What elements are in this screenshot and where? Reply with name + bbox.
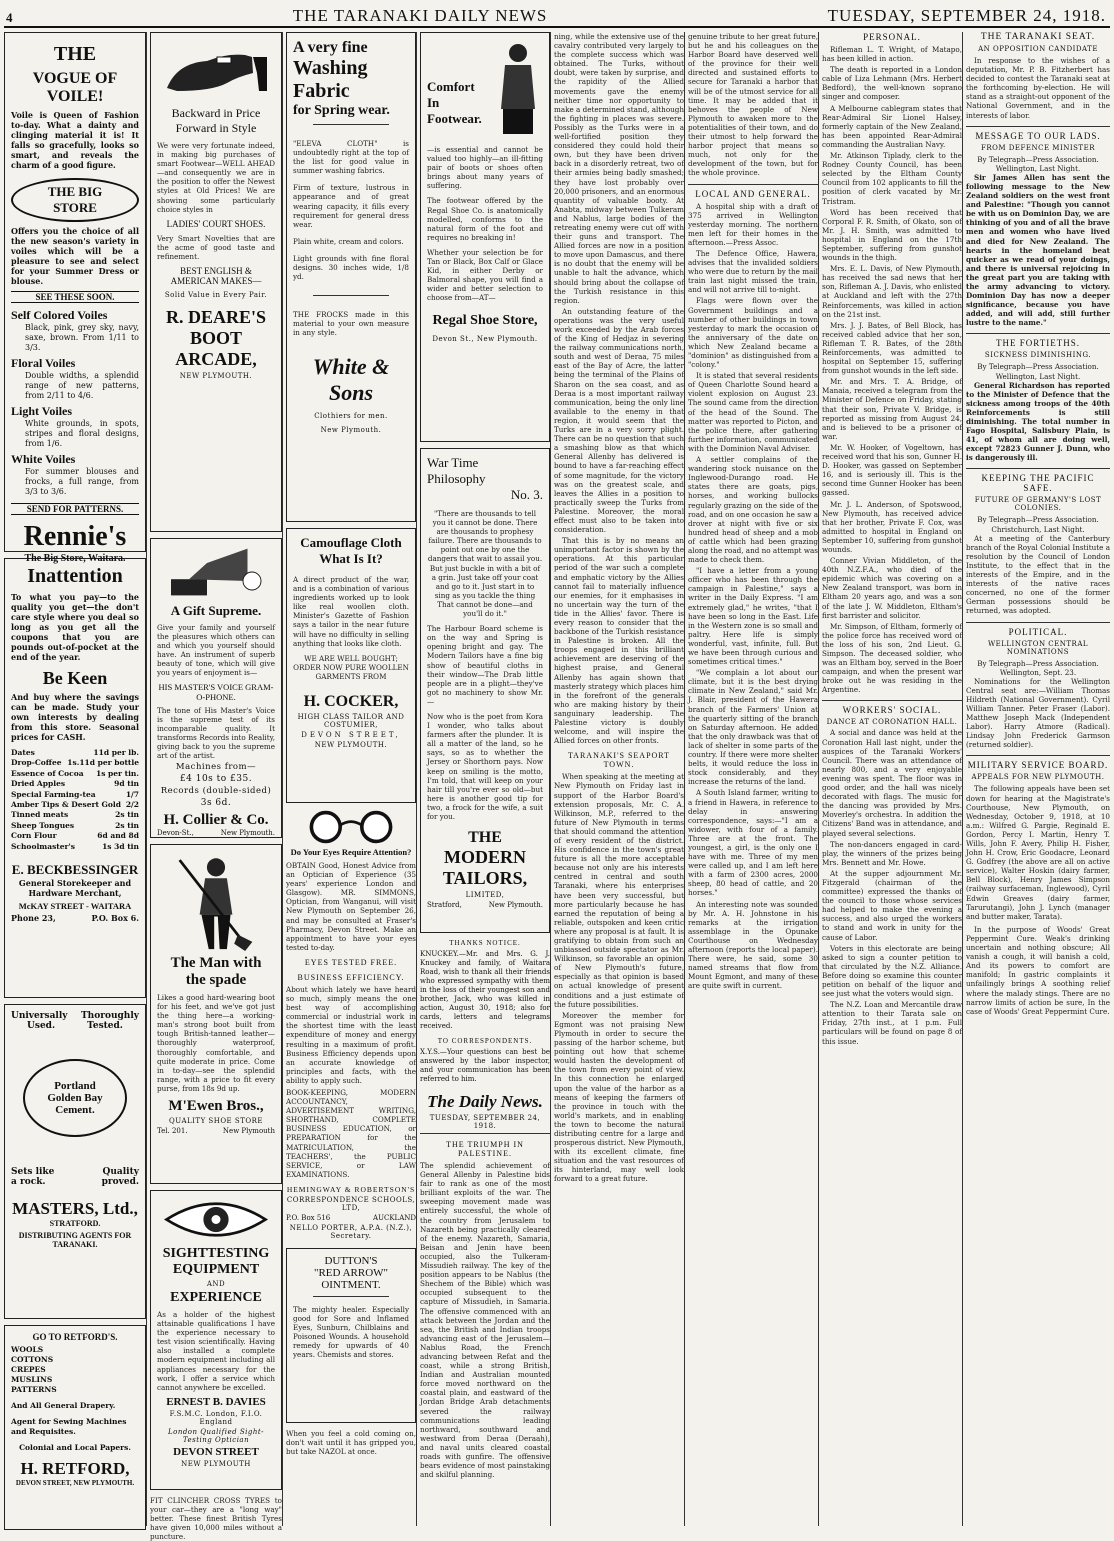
mewen-sub: QUALITY SHOE STORE [169, 1117, 263, 1126]
editorial-p1: ning, while the extensive use of the cavalry contributed very largely to the complete success which was obtained. The Turks, without doubt, were taken by surprise, and the rapidity of the Allied movements gave the enemy neither time nor opportunity to make a determined stand, although the fighting in places was severe. Possibly as the Turks were in a well-fortified position they considered they could hold their own, but they have been driven back in a disorderly retreat, two of their armies being badly smashed; they have lost probably over 20,000 prisoners, and an enormous quantity of valuable booty. At Anabta, midway between Tulkeram and Nablus, large bodies of the retreating enemy were cut off with their guns and transport. The Allied forces are now in a position to move upon Damascus, and there is no doubt that the enemy will be unable to halt the advance, which should bring about the collapse of the Turkish resistance in this region. [554, 32, 684, 305]
beckbessinger-addr: McKAY STREET - WAITARA [18, 901, 132, 912]
issue-date: TUESDAY, SEPTEMBER 24, 1918. [827, 6, 1106, 25]
eleva-text2: Firm of texture, lustrous in appearance and of great wearing capacity, it fills every requirement for general dress wear. [293, 183, 409, 229]
collier-addr: Devon-St., [157, 829, 194, 838]
triumph-text: The splendid achievement of General Allenby in Palestine bids fair to rank as one of the most brilliant exploits of the war. The sweeping movement made was entirely successful, the whole of the country from Jerusalem to Nazareth being practically cleared of the enemy. Nazareth, Samaria, Beisan and Jenin have been occupied, also the Tulkeram-Missudieh railway. The key of the position appears to be Nablus (the Shechem of the Bible) which was occupied subsequent to the capture of Missudieh, in Samaria. The offensive commenced with an attack between the Jordan and the sea, the British and Indian troops advancing east of the Jerusalem—Nablus Road, the French advancing between Refat and the coast, while a strong British, Indian and Australian mounted force moved northward on the coastal plain, and eastward of the Jordan Bridge Arab detachments severed the railway communications leading northward, southward and westward from Deraa (Deraah), and naval units cleared coastal roads with gunfire. The offensive bears evidence of most painstaking and skilful planning. [420, 1161, 550, 1480]
sets-like-label: Sets like [11, 1167, 55, 1177]
davies-town: NEW PLYMOUTH [181, 1459, 251, 1468]
workers-headline: WORKERS' SOCIAL. [822, 700, 962, 715]
used-label: Used. [27, 1021, 56, 1031]
price-value: 11d per lb. [93, 748, 139, 757]
pacific-p4: At a meeting of the Canterbury branch of the Royal Colonial Institute a resolution by the Council of London Institute, to the effect that in the interests of the Empire, and in the interests of the native races concerned, no one of the former German possessions should be returned, was adopted. [966, 533, 1110, 616]
personal-p5: Word has been received that Corporal F. R. Smith, of Okato, son of Mr. J. H. Smith, was admitted to hospital in England on the 17th September, suffering from gunshot wounds in the thigh. [822, 207, 962, 263]
camo-text: A direct product of the war, and is a combination of various ingredients worked up to look like real woollen cloth. Minister's Gazette of Fashion says a tailor in the near future will have no difficulty in selling anything that looks like cloth. [293, 575, 409, 648]
cement-top-row [11, 1011, 139, 1021]
item-0-name: Self Colored Voiles [11, 308, 108, 322]
beckbessinger-sub: General Storekeeper and Hardware Merchant, [18, 878, 132, 899]
camo-text2: WE ARE WELL BOUGHT; ORDER NOW PURE WOOLLEN GARMENTS FROM [293, 653, 409, 681]
local-p3: The Defence Office, Hawera, advises that the invalided soldiers who were due to return by the mail train last night missed the train, and will not arrive till to-night. [688, 248, 818, 295]
price-row [11, 821, 139, 831]
price-value: 1s 3d tin [102, 841, 139, 851]
newspaper-title: THE TARANAKI DAILY NEWS [292, 6, 548, 25]
tested-label: Tested. [87, 1021, 123, 1031]
peppermint-p7: In the purpose of Woods' Great Peppermint Cure. Weak's drinking uncertain and nothing obscure; All vanish a cough, it will banish a cold, And its powers to comfort are manifold; In gastric complaints it unfailingly brings A soothing relief where the malady stings. There are no narrow limits of action be sure, In the case of Woods' Great Peppermint Cure. [966, 924, 1110, 1016]
triumph-headline: THE TRIUMPH IN PALESTINE. [446, 1140, 524, 1158]
vogue-voile-ad [4, 32, 146, 564]
camo-line2: What Is It? [319, 551, 383, 566]
local-general-headline: LOCAL AND GENERAL. [688, 184, 818, 199]
page-number: 4 [6, 10, 13, 25]
collier-addr-row [157, 829, 275, 837]
modern-tailors-ad [420, 448, 550, 933]
ladies-court-shoes: LADIES' COURT SHOES. [166, 218, 266, 229]
personal-p11: Conner Vivian Middleton, of the 40th N.Z.F.A., who died of the epidemic which was covering on a New Zealand transport, was born in Eltham 20 years ago, and was a son of the late J. W. Middleton, Eltham's first barrister and solicitor. [822, 556, 962, 620]
inattention-headline: Inattention [27, 565, 123, 587]
appeals-subhead: APPEALS FOR NEW PLYMOUTH. [971, 773, 1105, 782]
man-line1: The Man with [170, 955, 262, 971]
eleva-text4: Light grounds with fine floral designs. 30 inches wide, 1/8 yd. [293, 253, 409, 282]
business-headline: BUSINESS EFFICIENCY. [297, 972, 405, 982]
telegraph-2: By Telegraph—Press Association. Wellington, Last Night. [977, 362, 1099, 381]
quality-label: Quality [102, 1167, 139, 1177]
sight-line2: EQUIPMENT [172, 1262, 260, 1277]
war-text2: The Harbour Board scheme is on the way and Spring is opening bright and gay. The Modern Tailors have a fine big show of beautiful cloths in their window—The Drab little people are in a plight—they've got no machinery to show Mr.— [427, 624, 543, 706]
price-row [11, 800, 139, 810]
defence-subhead: FROM DEFENCE MINISTER [981, 143, 1095, 152]
masters-town: STRATFORD. [49, 1219, 101, 1228]
price-row [11, 790, 139, 800]
military-headline: MILITARY SERVICE BOARD. [966, 755, 1110, 770]
records-price: 3s 6d. [200, 798, 232, 809]
wellington-subhead: WELLINGTON CENTRAL NOMINATIONS [987, 639, 1089, 656]
cement-second-row [11, 1021, 139, 1031]
deare-line3: ARCADE, [175, 349, 257, 370]
price-row [11, 758, 139, 768]
portland-line2: Golden Bay [47, 1092, 103, 1104]
very-fine-line1: A very fine [293, 39, 368, 56]
thanks-headline: THANKS NOTICE. [449, 939, 521, 947]
beckbessinger-name: E. BECKBESSINGER [11, 862, 139, 878]
sight-and: AND [206, 1280, 226, 1288]
modern-line2: MODERN [444, 847, 526, 868]
personal-p4: Mr. Atkinson Tiplady, clerk to the Rodney County Council, has been selected by the Eltham County Council from 102 applicants to fill the position of clerk vacated by Mr. Tristram. [822, 151, 962, 206]
price-item: Schoolmaster's [11, 841, 76, 851]
item-3-desc: For summer blouses and frocks, a full range, from 3/3 to 3/6. [25, 467, 139, 496]
davies-street: DEVON STREET [173, 1445, 259, 1458]
modern-towns [427, 901, 543, 909]
man-text: Likes a good hard-wearing boot for his feet, and we've got just the thing here—a working-man's strong boot built from tough British-tanned leather—thoroughly waterproof, thoroughly comfortable, and quite moderate in price. Come in to-day—see the splendid range, with a price to fit every purse, from 18s 9d up. [157, 993, 275, 1093]
price-row [11, 831, 139, 841]
message-headline: MESSAGE TO OUR LADS. [966, 126, 1110, 141]
backward-text: We were very fortunate indeed, in making big purchases of smart Footwear—WELL AHEAD—and consequently we are in the position to offer the Newest styles at Old Prices! We are showing some particularly choice styles in [157, 141, 275, 214]
political-p5: Nominations for the Wellington Central seat are:—William Thomas Hildreth (National Government). Cyril William Tanner. Peter Fraser (Labor). Matthew Joseph Mack (Independent Labor). Harry Atmore (Radical). Lindsay John Frederick Garmson (returned soldier). [966, 676, 1110, 750]
item-3-name: White Voiles [11, 452, 76, 466]
inattention-text: To what you pay—to the quality you get—the don't care style where you deal so long as you get all the coupons that you are pounds out-of-pocket at the end of the year. [11, 592, 139, 662]
business-text: About which lately we have heard so much, simply means the one best way of accomplishing commercial or industrial work in the shortest time with the least expenditure of money and energy resulting in a maximum of profit. Business Efficiency depends upon an accurate knowledge of principles and facts, with the ability to apply such. [286, 984, 416, 1085]
local-p9: A South Island farmer, writing to a friend in Hawera, in reference to delay in answering correspondence, says:—"I am a widower, with four of a family. Three are at the front. The youngest, a girl, is the only one I have with me. Three of my men were called up, and I am left here with a farm of 2300 acres, 2000 sheep, 80 head of cattle, and 20 horses." [688, 788, 818, 898]
the-big-store-logo: THE BIG STORE [11, 178, 139, 222]
price-row [11, 842, 139, 852]
cement-oval [23, 1059, 127, 1137]
phone-number: Phone 23, [11, 913, 56, 924]
davies-sub: F.S.M.C. London, F.I.O. England [169, 1409, 263, 1426]
price-value: 9d tin [114, 779, 139, 789]
price-value: 2s tin [115, 820, 139, 830]
local-p10: An interesting note was sounded by Mr. A. H. Johnstone in his remarks at the irrigation assemblage in the Opunake Courthouse on Wednesday afternoon (reports the local paper). There were, he said, some 30 named streams that flow from Mount Egmont, and many of these are quite swift in current. [688, 899, 818, 991]
telegraph-1: By Telegraph—Press Association. Wellington, Last Night. [977, 154, 1099, 173]
correspondents-headline: TO CORRESPONDENTS. [437, 1037, 533, 1045]
item-2-name: Light Voiles [11, 404, 73, 418]
item-1-desc: Double widths, a splendid range of new patterns, from 2/11 to 4/6. [25, 371, 139, 400]
fortieths-p3: General Richardson has reported to the Minister of Defence that the sickness among troops of the 40th Reinforcements is still diminishing. The total number in Fago Hospital, Salisbury Plain, is 41, of whom all are doing well, except 72823 Gunner J. Dunn, who is dangerously ill. [966, 380, 1110, 463]
spectacles-icon [291, 809, 411, 845]
gift-headline: A Gift Supreme. [170, 603, 262, 618]
ointment: OINTMENT. [321, 1278, 381, 1291]
item-0-desc: Black, pink, grey sky, navy, saxe, brown. From 1/11 to 3/3. [25, 323, 139, 352]
rennies-logo: Rennie's [23, 521, 127, 552]
shoe-illustration-icon [157, 43, 277, 98]
personal-p12: Mr. Simpson, of Eltham, formerly of the police force has received word of the loss of his son, 2nd Lieut. G. Simpson. The deceased soldier, who was an Eltham boy, served in the Boer campaign, and when the present war broke out he was residing in the Argentine. [822, 621, 962, 695]
war-line3: No. 3. [510, 487, 543, 502]
white-sons-town: New Plymouth. [320, 425, 382, 434]
comfort-text2: The footwear offered by the Regal Shoe Co. is anatomically modelled, conforms to the natural form of the foot and requires no breaking in! [427, 196, 543, 242]
price-item: Essence of Cocoa [11, 768, 84, 778]
mewen-town: New Plymouth [222, 1127, 275, 1136]
retford-item: Agent for Sewing Machines and Requisites. [11, 1417, 127, 1436]
price-item: Tinned meats [11, 810, 69, 820]
hmv-text: The tone of His Master's Voice is the supreme test of its incomparable quality. It transforms Records into Reality, giving back to you the supreme art of the artist. [157, 705, 275, 761]
price-row [11, 748, 139, 758]
red-arrow: "RED ARROW" [313, 1266, 389, 1279]
davies-name: ERNEST B. DAVIES [166, 1395, 266, 1408]
po-box: P.O. Box 6. [91, 913, 139, 924]
ladies-text: Very Smart Novelties that are the acme of good taste and refinement. [157, 233, 275, 261]
price-value: 1/7 [125, 789, 139, 799]
divider [313, 295, 389, 296]
backward-headline: Backward in Price [171, 106, 261, 120]
comfort-words [427, 39, 493, 139]
personal-p3: A Melbourne cablegram states that Rear-Admiral Sir Lionel Halsey, formerly captain of the New Zealand, has been appointed Rear-Admiral commanding the Australian Navy. [822, 103, 962, 149]
sickness-subhead: SICKNESS DIMINISHING. [984, 351, 1092, 360]
modern-line3: TAILORS, [442, 868, 528, 889]
very-fine-line4: for Spring wear. [293, 103, 390, 118]
business-courses: BOOK-KEEPING, MODERN ACCOUNTANCY, ADVERTISEMENT WRITING, SHORTHAND, COMPLETE BUSINESS EDUCATION, or PREPARATION for the MATRICULATION, the TEACHERS', the PUBLIC SERVICE, or LAW EXAMINATIONS. [286, 1087, 416, 1179]
deare-line2: BOOT [189, 328, 242, 349]
modern-line1: THE [468, 829, 502, 847]
price-item: Corn Flour [11, 831, 57, 841]
price-item: Drop-Coffee [11, 758, 62, 768]
comfort-header-row [427, 39, 543, 139]
masters-agents: DISTRIBUTING AGENTS FOR TARANAKI. [18, 1231, 132, 1249]
modern-town1: Stratford, [427, 901, 462, 910]
retford-items [11, 1345, 139, 1453]
retford-item: And All General Drapery. [11, 1401, 116, 1410]
modern-town2: New Plymouth. [488, 901, 543, 910]
personal-p9: Mr. W. Hooker, of Vogeltown, has received word that his son, Gunner H. D. Hooker, was gassed on September 16, and is seriously ill. This is the second time Gunner Hooker has been gassed. [822, 442, 962, 498]
deare-line1: R. DEARE'S [165, 307, 267, 328]
local-p5: It is stated that several residents of Queen Charlotte Sound heard a violent explosion on August 23. The sound came from the direction of the head of the Sound. The matter was reported to Picton, and the police there, after gathering further information, communicated with the Dominion Naval Adviser. [688, 371, 818, 453]
gramophone-icon [161, 545, 271, 599]
price-item: Special Farming-tea [11, 789, 96, 799]
cocker-street: DEVON STREET, [301, 731, 401, 740]
eleva-text3: Plain white, cream and colors. [293, 236, 404, 246]
mewen-tel: Tel. 201. [157, 1127, 188, 1136]
davies-qual: London Qualified Sight-Testing Optician [167, 1427, 265, 1444]
telegraph-3: By Telegraph—Press Association. Christchurch, Last Night. [977, 515, 1099, 534]
camo-line1: Camouflage Cloth [300, 535, 402, 550]
send-for-patterns: SEND FOR PATTERNS. [11, 503, 139, 515]
seat-p1: In response to the wishes of a deputation, Mr. P. B. Fitzherbert has decided to contest the Taranaki seat at the forthcoming by-election. He will stand as a straight-out opponent of the National Government, and in the interests of labor. [966, 56, 1110, 120]
retford-addr: DEVON STREET, NEW PLYMOUTH. [15, 1479, 135, 1487]
eyes-free: EYES TESTED FREE. [304, 957, 398, 967]
editorial-p5: Moreover the member for Egmont was not praising New Plymouth in order to secure the passing of the harbor scheme, but pointing out how that scheme would hasten the development of the town from every point of view. In this connection he enlarged upon the value of the harbor as a means of keeping the farmers of the province in touch with the world's markets, and in enabling the town to become the natural distributing centre for a large and prosperous district. New Plymouth, with its excellent climate, fine situation and the vast resources of its hinterland, may well look forward to a great future. [554, 1010, 684, 1184]
personal-headline: PERSONAL. [863, 32, 921, 42]
price-row [11, 779, 139, 789]
retford-item: COTTONS [11, 1355, 54, 1364]
retford-item: MUSLINS [11, 1375, 53, 1384]
cocker-sub: HIGH CLASS TAILOR AND COSTUMIER, [297, 713, 405, 730]
dance-subhead: DANCE AT CORONATION HALL. [826, 718, 958, 727]
personal-p1: Rifleman L. T. Wright, of Matapo, has been killed in action. [822, 45, 962, 64]
hemingway-name: HEMINGWAY & ROBERTSON'S [286, 1184, 416, 1194]
retford-item: CREPES [11, 1365, 46, 1374]
dutton-ad [286, 1248, 416, 1423]
regal-address: Devon St., New Plymouth. [432, 334, 538, 343]
sight-line1: SIGHTTESTING [162, 1246, 270, 1261]
retford-name: H. RETFORD, [20, 1459, 130, 1478]
workers-p14: The non-dancers engaged in card-play, the winners of the prizes being Mrs. Bennett and Mr. Howe. [822, 839, 962, 867]
eleva-text: "ELEVA CLOTH" is undoubtedly right at the top of the list for good value in summer washing fabrics. [293, 139, 409, 176]
best-makes: BEST ENGLISH & AMERICAN MAKES— [170, 266, 262, 287]
cement-ad [4, 1004, 146, 1319]
correspondents-text: X.Y.S.—Your questions can best be answered by the labor inspector, and your communication has been referred to him. [420, 1048, 550, 1083]
local-p8: "We complain a lot about our climate, but it is the best drying climate in New Zealand," said Mr. J. Blair, president of the Hawera branch of the Farmers' Union at the quarterly sitting of the branch on Saturday afternoon. He added that the only drawback was that of lack of shelter in some parts of the country. If there were more shelter belts, it would reduce the loss in stock considerably, and they increase the returns of the land. [688, 668, 818, 787]
collier-town: New Plymouth. [220, 829, 275, 838]
clincher-notice: FIT CLINCHER CROSS TYRES to your car—they are a "long way" better. These finest British Tyres have given 10,000 miles without a puncture. [150, 1496, 282, 1541]
comfort-line3: Footwear. [427, 111, 482, 126]
comfort-text3: Whether your selection be for Tan or Black, Box Calf or Glace Kid, in either Derby or Balmoral shape, you will find a wider and better selection to choose from—AT— [427, 247, 543, 303]
vogue-the: THE [53, 43, 97, 65]
personal-p10: Mr. J. L. Anderson, of Spotswood, New Plymouth, has received advice that her brother, Private F. Cox, was admitted to hospital in England on September 10, suffering from gunshot wounds. [822, 499, 962, 554]
vogue-text: Voile is Queen of Fashion to-day. What a dainty and clinging material it is! It falls so gracefully, looks so smart, and reveals the charm of a good figure. [11, 110, 139, 170]
portland-line1: Portland [54, 1080, 96, 1092]
hmv-line: HIS MASTER'S VOICE GRAM-O-PHONE. [158, 681, 274, 702]
hemingway-city: AUCKLAND [373, 1213, 416, 1222]
column-5 [554, 32, 685, 1526]
column-8 [966, 32, 1110, 1526]
personal-p2: The death is reported in a London cable of Liza Lehmann (Mrs. Herbert Bedford), the well-known soprano singer and composer. [822, 65, 962, 102]
very-fine-line2: Washing [293, 57, 368, 79]
price-value: 2s tin [115, 810, 139, 820]
daily-news-nameplate: The Daily News. [427, 1092, 543, 1111]
hemingway-secretary: NELLO PORTER, A.P.A. (N.Z.), Secretary. [289, 1223, 413, 1240]
eye-icon [161, 1197, 271, 1242]
daily-news-date: TUESDAY, SEPTEMBER 24, 1918. [420, 1114, 550, 1134]
be-keen-text: And buy where the savings can be made. Study your own interests by dealing from this store. Seasonal prices for CASH. [11, 692, 139, 742]
workers-p17: The N.Z. Loan and Mercantile draw attention to their Tarata sale on Friday, 27th inst., at 1 p.m. Full particulars will be found on page 8 of this issue. [822, 1000, 962, 1046]
divider [313, 124, 389, 125]
future-subhead: FUTURE OF GERMANY'S LOST COLONIES. [974, 496, 1102, 513]
seat-headline: THE TARANAKI SEAT. [980, 32, 1096, 42]
price-item: Dried Apples [11, 779, 66, 789]
white-sons-ad [286, 32, 416, 522]
price-row [11, 810, 139, 820]
price-row [11, 769, 139, 779]
deare-ad [150, 32, 282, 532]
thanks-text: KNUCKEY.—Mr. and Mrs. G. J. Knuckey and family, of Waitara Road, wish to thank all their friends who expressed sympathy with them in the loss of their youngest son and brother, Jack, who was killed in action, August 30, 1918; also for cards, letters and telegrams received. [420, 950, 550, 1030]
local-p6: A settler complains of the wandering stock nuisance on the Inglewood-Durango road. He states there are goats, pigs, horses, and working bullocks regularly grazing on the side of the road, and on one occasion he saw a drover at night with five or six hundred head of sheep and a mob of cattle which had been grazing along the road, and no attempt was made to check them. [688, 455, 818, 565]
beckbessinger-contact [11, 913, 139, 923]
opposition-subhead: AN OPPOSITION CANDIDATE [978, 45, 1098, 53]
a-rock-label: a rock. [11, 1177, 46, 1187]
cocker-town: NEW PLYMOUTH. [314, 741, 388, 750]
machines-price: £4 10s to £35. [179, 774, 253, 785]
retford-item: WOOLS [11, 1345, 44, 1354]
price-list [11, 748, 139, 852]
price-value: 1s per tin. [95, 768, 139, 778]
mewen-name: M'Ewen Bros., [168, 1098, 264, 1115]
thoroughly-label: Thoroughly [80, 1011, 139, 1021]
telegraph-4: By Telegraph—Press Association. Wellington, Sept. 23. [977, 658, 1099, 677]
column-4 [420, 32, 551, 1526]
price-item: Dates [11, 748, 35, 757]
personal-p7: Mrs. J. J. Bates, of Bell Block, has received cabled advice that her son, Rifleman T. R. Bates, of the 28th Reinforcements, was admitted to hospital on September 15, suffering from gunshot wounds in the left side. [822, 320, 962, 376]
item-1-name: Floral Voiles [11, 356, 76, 370]
very-fine-line3: Fabric [293, 80, 350, 102]
universally-label: Universally [11, 1011, 68, 1021]
man-line2: the spade [185, 972, 247, 988]
offer-text: Offers you the choice of all the new season's variety in voiles which will be a pleasure to see and select for your Summer Dress or blouse. [11, 226, 139, 286]
machines-label: Machines from— [175, 762, 257, 773]
price-value: 6d and 8d [97, 831, 139, 841]
proved-label: proved. [101, 1177, 139, 1187]
editorial-p3: That this is by no means an unimportant factor is shown by the operations. At this particular period of the war such a complete and emphatic victory by the Allies cannot fail to materially influence our enemies, for it emphasises in no uncertain way the turn of the tide in the Allies' favor. There is every reason to consider that the backbone of the Turkish resistance in Palestine is broken. All the troops engaged in this brilliant achievement are deserving of the highest praise, and General Allenby has again shown that masterly strategy which places him in the forefront of the generals who are making history by their sanguinary leadership. The Palestine victory is doubly welcome, and will inspire the Allied forces on other fronts. [554, 536, 684, 746]
white-sons-logo: White & Sons [312, 353, 390, 405]
hemingway-sub: CORRESPONDENCE SCHOOLS, LTD, [286, 1195, 416, 1212]
retford-item: Colonial and Local Papers. [19, 1443, 131, 1452]
war-line1: War Time [427, 455, 479, 470]
cocker-name: H. COCKER, [303, 693, 399, 711]
eyes-text: OBTAIN Good, Honest Advice from an Optician of Experience (35 years' experience London and Glasgow). MR. SIMMONS, Optician, from Wanganui, will visit New Plymouth on September 26, and may be consulted at Fraser's Pharmacy, Devon Street. Make an appointment to have your eyes tested to-day. [286, 861, 416, 952]
frocks-text: THE FROCKS made in this material to your own measure in any style. [293, 310, 409, 338]
cement-third-row [11, 1167, 139, 1177]
man-with-spade-icon [161, 851, 271, 951]
war-text3: Now who is the poet from Kora I wonder, who talks about farmers after the plunder. It is all a matter of the land, so he says, so as to whether the Jersey or Shorthorn pays. Now keep on smiling is the motto, I'm told, that will keep on your hair till you're ever so old—but here is another good tip for two, a frock for the wife, a suit for you. [427, 711, 543, 821]
message-p2: Sir James Allen has sent the following message to the New Zealand soldiers on the west front and Palestine: "Though you cannot be with us on Dominion Day, we are thinking of you and of all the brave men and women who have lived and died for New Zealand. The hearts in the homeland beat quicker as we read of your doings, and there is universal rejoicing in the great part you are taking with the army advancing to victory. Dominion Day has now a deeper significance, because you have added, and will add, still further lustre to the name." [966, 172, 1110, 328]
rennies-sub: The Big Store, Waitara. [24, 553, 126, 564]
retford-headline: GO TO RETFORD'S. [32, 1332, 118, 1342]
item-2-desc: White grounds, in spots, stripes and floral designs, from 1/6. [25, 419, 139, 448]
duttons-name: DUTTON'S [324, 1254, 378, 1267]
hemingway-box-row [286, 1214, 416, 1222]
optician-ad [150, 1190, 282, 1490]
masthead [4, 2, 1110, 28]
inattention-ad [4, 558, 146, 998]
modern-ltd: LIMITED, [465, 891, 505, 900]
collier-name: H. Collier & Co. [163, 812, 269, 829]
workers-p15: At the supper adjournment Mr. Fitzgerald (chairman of the committee) expressed the thanks of the council to those whose services had helped to make the evening a success, and also urged the workers to stand and work in unity for the cause of Labor. [822, 868, 962, 942]
masters-name: MASTERS, Ltd., [12, 1199, 138, 1218]
local-p7: "I have a letter from a young officer who has been through the campaign in Palestine," says a writer in the Daily Express. "I am extremely glad," he writes, "that I have been so long in the East. Life in the Western zone is so small and paltry. Here life is simply wonderful, vast, infinite, full. But we have been through curious and sometimes critical times." [688, 566, 818, 667]
workers-p16: Voters in this electorate are being asked to sign a counter petition to that circulated by the N.Z. Alliance. Before doing so examine this counter petition on behalf of the liquor and see just what the voters would sign. [822, 943, 962, 999]
price-item: Sheep Tongues [11, 820, 75, 830]
eyes-headline: Do Your Eyes Require Attention? [290, 847, 412, 857]
see-these-soon: SEE THESE SOON. [11, 291, 139, 303]
column-7 [822, 32, 963, 1526]
local-p1: genuine tribute to her great future, but he and his colleagues on the Harbor Board have deserved well of the province for their well directed and sustained efforts to secure for Taranaki a harbor that will be of the utmost service for all time. It may be added that it behoves the people of New Plymouth to awaken more to the potentialities of their town, and do their utmost to help forward the harbor project that means so much, not only for the development of the town, but for the whole province. [688, 32, 818, 178]
column-2 [150, 32, 283, 1541]
war-text: "There are thousands to tell you it cannot be done. There are thousands to prophesy failure. There are thousands to point out one by one the dangers that wait to assail you. But just buckle in with a bit of a grin. Just take off your coat and go to it. Just start in to sing as you tackle the thing That cannot be done—and you'll do it." [427, 509, 543, 619]
sight-text: As a holder of the highest attainable qualifications I have the experience necessary to test vision scientifically. Having also installed a complete modern equipment including all appliances necessary for the work, I offer a service which cannot anywhere be excelled. [157, 1310, 275, 1392]
cement-fourth-row [11, 1177, 139, 1187]
comfort-line1: Comfort [427, 79, 475, 94]
comfort-text: —is essential and cannot be valued too highly—an ill-fitting pair of boots or shoes often brings about many years of suffering. [427, 145, 543, 191]
political-headline: POLITICAL. [966, 622, 1110, 637]
regal-name: Regal Shoe Store, [432, 312, 538, 328]
workers-p13: A social and dance was held at the Coronation Hall last night, under the auspices of the Taranaki Workers' Council. There was an attendance of nearly 800, and a very enjoyable evening was spent. The floor was in good order, and the hall was nicely decorated with flags. The music for the dancing was provided by Mrs. Moverley's orchestra. In addition the Citizens' Band was in attendance, and played several selections. [822, 728, 962, 838]
price-item: Amber Tips & Desert Gold [11, 800, 122, 810]
editorial-p2: An outstanding feature of the operations was the very useful work exceeded by the Arab forces of the King of Hedjaz in severing the railway communications north, south and west of Deraa, 75 miles east of the Bay of Acre, the latter being the terminal of the Plains of Sharon on the sea coast, and as Deraa is a most important railway communication, being the only line available to the enemy in that region, it would seem that the Turks are in a very sorry plight. There can be no question that such a smashing blow as that which General Allenby has delivered is bound to have a far-reaching effect of some magnitude, for the victory was on the greatest scale, and leaves the Allies in a position to practically sweep the Turks from Palestine. Moreover, the moral effect must also to be taken into consideration. [554, 306, 684, 535]
comfort-line2: In [427, 95, 440, 110]
retford-ad [4, 1325, 146, 1530]
dutton-text: The mighty healer. Especially good for Sore and Inflamed Eyes, Sunburn, Chilblains and Poisoned Wounds. A household remedy for upwards of 40 years. Chemists and stores. [293, 1304, 409, 1360]
column-1 [4, 32, 147, 1526]
regal-ad [420, 32, 550, 442]
personal-p8: Mr. and Mrs. T. A. Bridge, of Manaia, received a telegram from the Minister of Defence on Friday, stating that their son, Private V. Bridge, is reported as missing from August 24, and is believed to be a prisoner of war. [822, 377, 962, 441]
portland-line3: Cement. [55, 1104, 95, 1116]
divider [313, 1296, 389, 1297]
nazol-notice: When you feel a cold coming on, don't wait until it has gripped you, but take NAZOL at once. [286, 1428, 416, 1457]
sight-line3: EXPERIENCE [170, 1290, 262, 1305]
seaport-headline: TARANAKI'S SEAPORT TOWN. [567, 751, 671, 770]
military-p6: The following appeals have been set down for hearing at the Magistrate's Courthouse, New Plymouth, on Wednesday, October 9, 1918, at 10 a.m.: Wilfred G. Pargie, Reginald E. Gordon, Percy I. Martin, Henry T. Wills, John F. Avery, Philip H. Fisher, John H. Crow, Eric Goodacre, Leonard G. Godfrey (the above are all on active service), Walter Hoskin (dairy farmer, Bell Block), Henry James Simpson (railway surfaceman, Inglewood), Cyril Edwin Greaves (dairy farmer, Tarurutangi), John J. Lynch (manager and butter maker, Tarata). [966, 784, 1110, 921]
price-value: 1s.11d per bottle [67, 758, 139, 768]
cocker-ad [286, 528, 416, 803]
personal-p6: Mrs. E. L. Davis, of New Plymouth, has received the sad news that her son, Rifleman A. J. Davis, who enlisted at Auckland and left with the 27th Reinforcements, was killed in action on the 21st inst. [822, 264, 962, 319]
editorial-p4: When speaking at the meeting at New Plymouth on Friday last in support of the Harbor Board's extension proposals, Mr. C. A. Wilkinson, M.P., referred to the future of New Plymouth in terms that should command the attention of every resident of the district. His confidence in the town's great future is all the more acceptable because not only are his interests centred in central and south Taranaki, where his enterprises have been very successful, but more particularly because he has earned the reputation of being a reliable, outspoken and keen critic where any proposal is at fault. It is gratifying to obtain from such an unbiassed outside spectator as Mr. Wilkinson, so favorable an opinion of New Plymouth's future, especially as that opinion is based on actual knowledge of present conditions and a just estimate of the future possibilities. [554, 772, 684, 1009]
column-3 [286, 32, 417, 1526]
retford-item: PATTERNS [11, 1385, 57, 1394]
gift-text: Give your family and yourself the pleasures which others can and which you yourself should have. An instrument of superb beauty of tone, which will give you years of enjoyment is— [157, 623, 275, 678]
price-value: 2/2 [125, 800, 139, 810]
pacific-headline: KEEPING THE PACIFIC SAFE. [966, 468, 1110, 493]
be-keen-headline: Be Keen [42, 668, 108, 688]
local-p2: A hospital ship with a draft of 375 arrived in Wellington yesterday morning. The northern men left for their homes in the afternoon.—Press Assoc. [688, 201, 818, 247]
local-p4: Flags were flown over the Government buildings and a number of other buildings in town yesterday to mark the occasion of the anniversary of the date on which New Zealand became a "dominion" as distinguished from a "colony." [688, 296, 818, 370]
cobbler-icon [493, 39, 543, 139]
column-6 [688, 32, 819, 1526]
gramophone-ad [150, 538, 282, 838]
deare-address: NEW PLYMOUTH. [179, 372, 253, 381]
war-line2: Philosophy [427, 471, 486, 486]
solid-value: Solid Value in Every Pair. [164, 291, 268, 300]
records-label: Records (double-sided) [160, 786, 272, 797]
vogue-headline: VOGUE OF VOILE! [32, 70, 118, 105]
fortieths-headline: THE FORTIETHS. [966, 333, 1110, 348]
white-sons-sub: Clothiers for men. [314, 411, 388, 420]
forward-headline: Forward in Style [175, 121, 257, 135]
mewen-ad [150, 844, 282, 1184]
mewen-contact [157, 1127, 275, 1135]
hemingway-box: P.O. Box 516 [286, 1213, 331, 1222]
